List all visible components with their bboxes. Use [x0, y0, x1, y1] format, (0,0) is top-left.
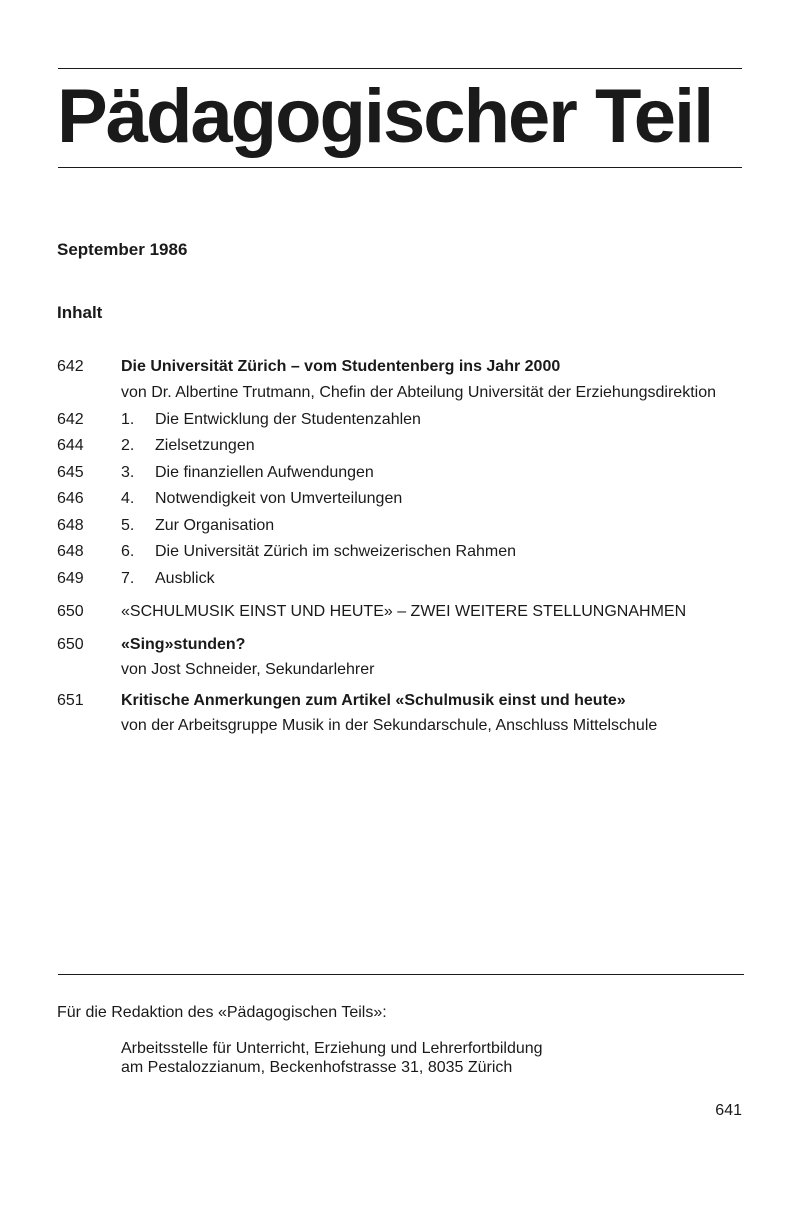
toc-section-number: 2.	[121, 437, 135, 454]
toc-section-title: Zur Organisation	[155, 517, 275, 534]
toc-page-number: 649	[57, 570, 84, 587]
top-rule	[58, 68, 742, 69]
toc-byline: von Jost Schneider, Sekundarlehrer	[121, 661, 375, 678]
toc-page-number: 645	[57, 464, 84, 481]
toc-heading-title: «SCHULMUSIK EINST UND HEUTE» – ZWEI WEITERE STELLUNGNAHMEN	[121, 603, 687, 620]
toc-section-title: Zielsetzungen	[155, 437, 255, 454]
toc-article-title: «Sing»stunden?	[121, 636, 246, 653]
footer-rule	[58, 974, 744, 975]
toc-page-number: 644	[57, 437, 84, 454]
toc-section-number: 1.	[121, 411, 135, 428]
toc-section-title: Notwendigkeit von Umverteilungen	[155, 490, 403, 507]
editorial-address-line-1: Arbeitsstelle für Unterricht, Erziehung und Lehrerfortbildung	[121, 1040, 543, 1057]
toc-byline: von der Arbeitsgruppe Musik in der Sekundarschule, Anschluss Mittelschule	[121, 717, 658, 734]
editorial-label: Für die Redaktion des «Pädagogischen Teils»:	[57, 1004, 387, 1021]
toc-page-number: 646	[57, 490, 84, 507]
toc-section-number: 6.	[121, 543, 135, 560]
toc-page-number: 650	[57, 636, 84, 653]
title-rule	[58, 167, 742, 168]
toc-article-title: Die Universität Zürich – vom Studentenberg ins Jahr 2000	[121, 358, 561, 375]
toc-section-title: Die finanziellen Aufwendungen	[155, 464, 374, 481]
toc-page-number: 642	[57, 358, 84, 375]
toc-section-number: 3.	[121, 464, 135, 481]
toc-section-number: 4.	[121, 490, 135, 507]
page-number: 641	[715, 1102, 742, 1119]
toc-section-title: Die Entwicklung der Studentenzahlen	[155, 411, 421, 428]
toc-byline: von Dr. Albertine Trutmann, Chefin der Abteilung Universität der Erziehungsdirektion	[121, 384, 716, 401]
issue-date: September 1986	[57, 240, 188, 259]
toc-page-number: 648	[57, 517, 84, 534]
contents-heading: Inhalt	[57, 303, 103, 322]
toc-section-title: Die Universität Zürich im schweizerischen Rahmen	[155, 543, 517, 560]
toc-section-number: 5.	[121, 517, 135, 534]
page-title: Pädagogischer Teil	[57, 74, 713, 159]
toc-page-number: 642	[57, 411, 84, 428]
toc-section-number: 7.	[121, 570, 135, 587]
toc-page-number: 651	[57, 692, 84, 709]
editorial-address-line-2: am Pestalozzianum, Beckenhofstrasse 31, 8035 Zürich	[121, 1059, 513, 1076]
toc-section-title: Ausblick	[155, 570, 215, 587]
toc-article-title: Kritische Anmerkungen zum Artikel «Schulmusik einst und heute»	[121, 692, 626, 709]
toc-page-number: 650	[57, 603, 84, 620]
toc-page-number: 648	[57, 543, 84, 560]
